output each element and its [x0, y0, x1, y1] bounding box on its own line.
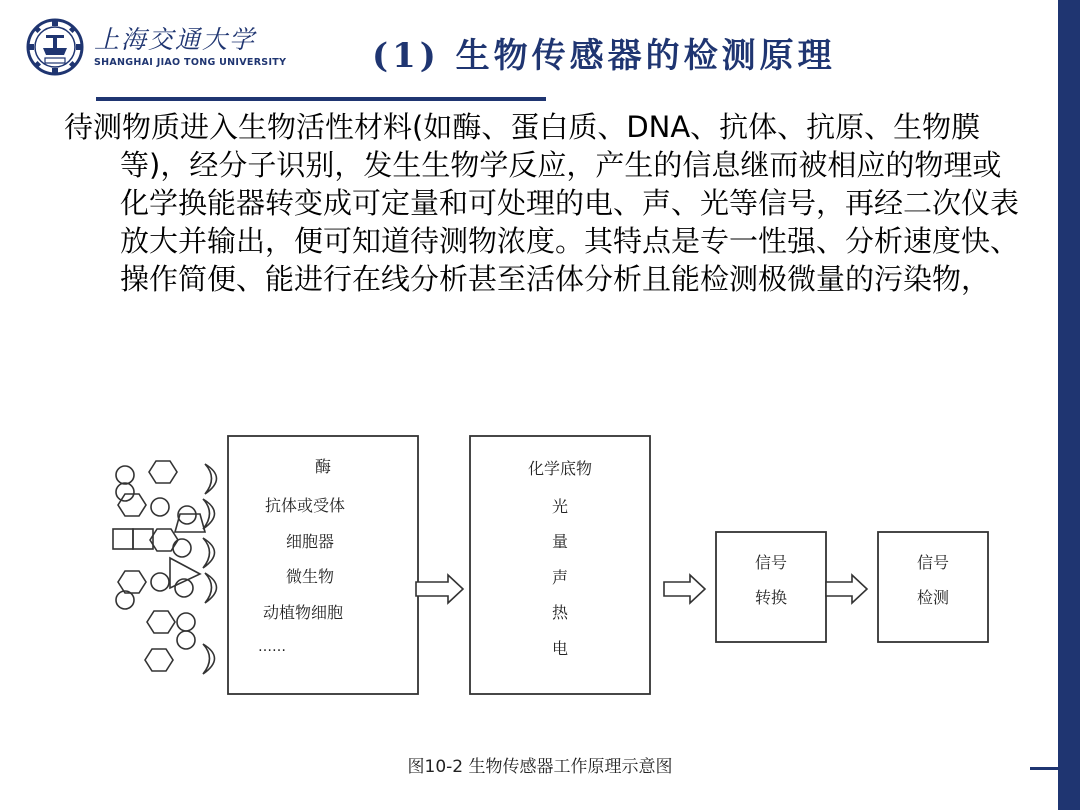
box1-line-1: 酶 — [314, 457, 332, 476]
signal-detection-box — [878, 532, 988, 642]
box3-line-2: 转换 — [754, 588, 788, 607]
box3-line-1: 信号 — [754, 553, 788, 572]
box1-line-4: 微生物 — [285, 567, 335, 586]
hexagon-shape — [118, 571, 146, 593]
box2-line-3: 量 — [551, 532, 569, 551]
square-shape — [113, 529, 133, 549]
box2-line-1: 化学底物 — [527, 459, 593, 478]
hexagon-shape — [147, 611, 175, 633]
box1-line-2: 抗体或受体 — [264, 496, 346, 515]
box2-line-2: 光 — [551, 497, 569, 516]
figure-caption: 图10-2 生物传感器工作原理示意图 — [407, 757, 673, 777]
logo-english-name: SHANGHAI JIAO TONG UNIVERSITY — [94, 57, 287, 68]
circle-shape — [151, 573, 169, 591]
slide-title: (1) 生物传感器的检测原理 — [372, 36, 836, 76]
circle-shape — [116, 483, 134, 501]
crescent-shape — [203, 538, 215, 568]
circle-shape — [151, 498, 169, 516]
box2-line-4: 声 — [551, 568, 569, 587]
circle-shape — [178, 506, 196, 524]
circle-shape — [116, 466, 134, 484]
analyte-molecules — [113, 461, 217, 674]
triangle-shape — [170, 558, 200, 588]
crescent-shape — [205, 573, 217, 603]
crescent-shape — [203, 499, 215, 529]
hexagon-shape — [149, 461, 177, 483]
box4-line-2: 检测 — [916, 588, 950, 607]
box2-line-6: 电 — [551, 639, 569, 658]
box1-line-6: …… — [258, 639, 286, 655]
circle-shape — [177, 613, 195, 631]
hollow-arrow-1 — [416, 575, 463, 603]
crescent-shape — [203, 644, 215, 674]
circle-shape — [173, 539, 191, 557]
crescent-shape — [205, 464, 217, 494]
circle-shape — [177, 631, 195, 649]
hexagon-shape — [145, 649, 173, 671]
box4-line-1: 信号 — [916, 553, 950, 572]
box1-line-5: 动植物细胞 — [262, 603, 344, 622]
hollow-arrow-3 — [826, 575, 867, 603]
box1-line-3: 细胞器 — [285, 532, 335, 551]
hollow-arrow-2 — [664, 575, 705, 603]
signal-conversion-box — [716, 532, 826, 642]
logo-chinese-name: 上海交通大学 — [94, 25, 257, 54]
box2-line-5: 热 — [551, 603, 569, 622]
body-paragraph: 待测物质进入生物活性材料(如酶、蛋白质、DNA、抗体、抗原、生物膜等)，经分子识别，发生生物学反应，产生的信息继而被相应的物理或化学换能器转变成可定量和可处理的电、声、光等信号，再经二次仪表放大并输出，便可知道待测物浓度。其特点是专一性强、分析速度快、操作简便、能进行在线分析甚至活体分析且能检测极微量的污染物， — [64, 110, 1020, 296]
